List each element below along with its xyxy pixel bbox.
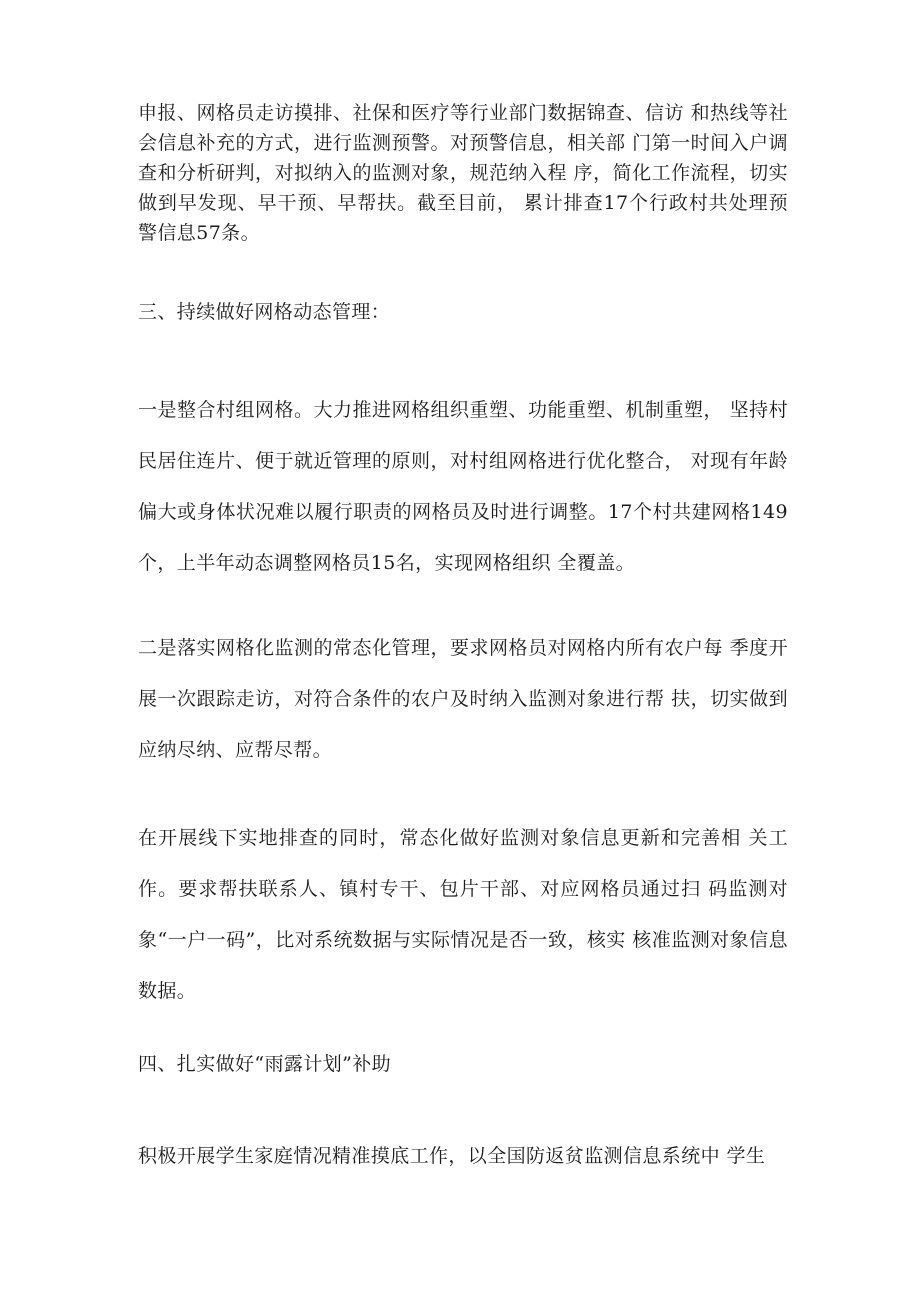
paragraph-yulu-plan: 积极开展学生家庭情况精准摸底工作，以全国防返贫监测信息系统中 学生 xyxy=(138,1145,766,1167)
heading-section-4: 四、扎实做好“雨露计划”补助 xyxy=(138,1053,392,1075)
paragraph-offline-check: 在开展线下实地排查的同时，常态化做好监测对象信息更新和完善相 关工作。要求帮扶联系人、镇村专干、包片干部、对应网格员通过扫 码监测对象“一户一码”，比对系统数据与实际情况是否一致，核实 核准监测对象信息数据。 xyxy=(138,827,788,1002)
paragraph-grid-routine-monitoring: 二是落实网格化监测的常态化管理，要求网格员对网格内所有农户每 季度开展一次跟踪走访，对符合条件的农户及时纳入监测对象进行帮 扶，切实做到应纳尽纳、应帮尽帮。 xyxy=(138,637,788,761)
paragraph-monitoring-warning: 申报、网格员走访摸排、社保和医疗等行业部门数据锦查、信访 和热线等社会信息补充的方式，进行监测预警。对预警信息，相关部 门第一时间入户调查和分析研判，对拟纳入的监测对象，规范纳入程 序，简化工作流程，切实做到早发现、早干预、早帮扶。截至目前， 累计排查17个行政村共处理预警信息57条。 xyxy=(138,102,788,244)
heading-section-3: 三、持续做好网格动态管理： xyxy=(138,301,391,323)
paragraph-grid-integration: 一是整合村组网格。大力推进网格组织重塑、功能重塑、机制重塑， 坚持村民居住连片、便于就近管理的原则，对村组网格进行优化整合， 对现有年龄偏大或身体状况难以履行职责的网格员及时进行调整。17个村共建网格149个，上半年动态调整网格员15名，实现网格组织 全覆盖。 xyxy=(138,399,788,574)
